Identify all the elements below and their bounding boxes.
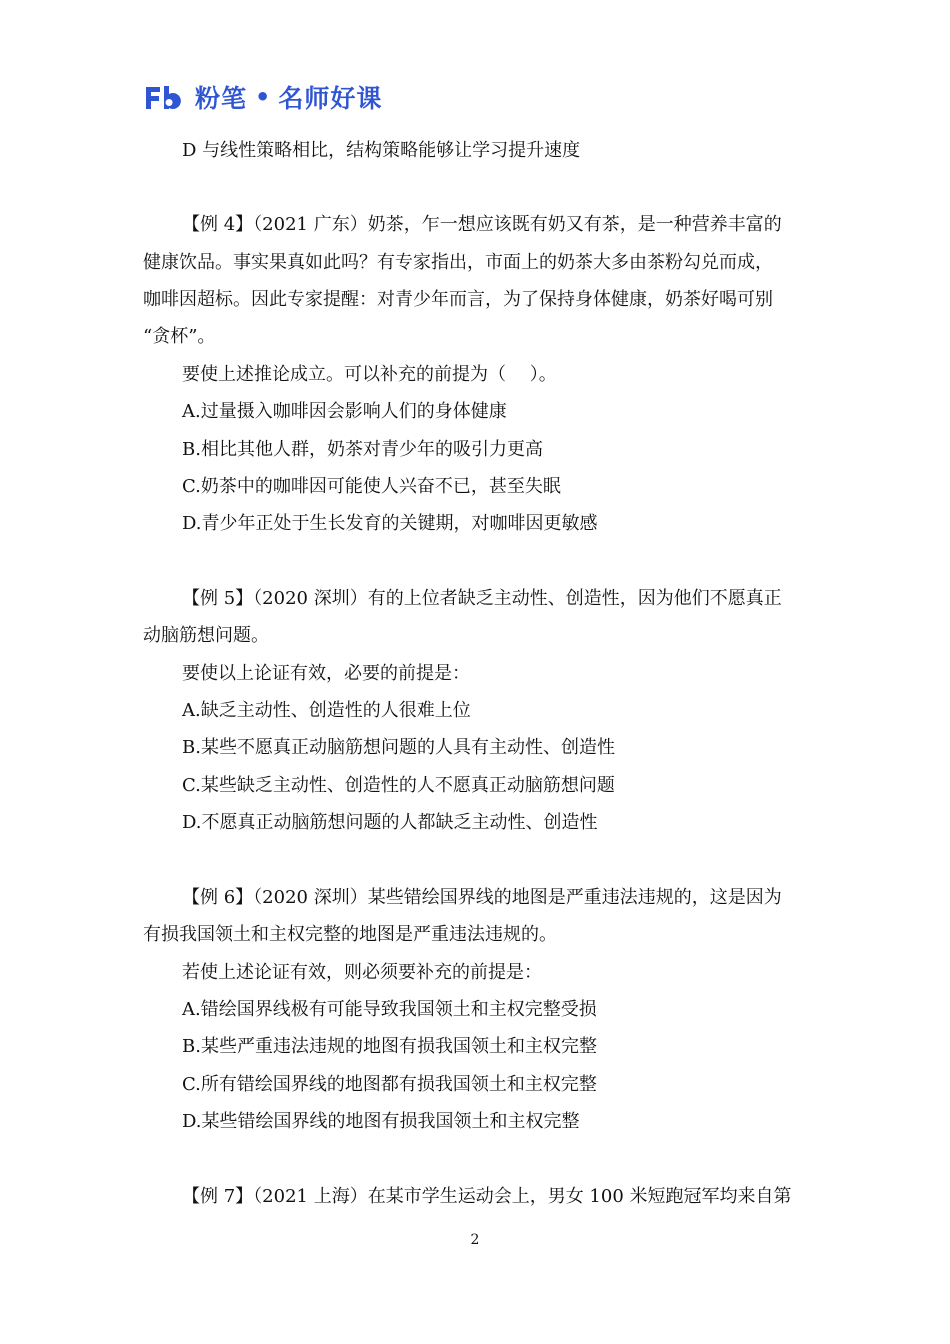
example-4-text-line: “贪杯”。	[143, 326, 216, 347]
example-6-question: 若使上述论证有效，则必须要补充的前提是：	[182, 962, 542, 983]
example-5-heading: 【例 5】（2020 深圳）有的上位者缺乏主动性、创造性，因为他们不愿真正	[182, 588, 782, 609]
example-5-option-b: B.某些不愿真正动脑筋想问题的人具有主动性、创造性	[182, 737, 615, 758]
brand-separator: •	[255, 83, 271, 111]
example-4-heading: 【例 4】（2021 广东）奶茶，乍一想应该既有奶又有茶，是一种营养丰富的	[182, 214, 782, 235]
example-5-question: 要使以上论证有效，必要的前提是：	[182, 663, 470, 684]
example-4-option-c: C.奶茶中的咖啡因可能使人兴奋不已，甚至失眠	[182, 476, 561, 497]
example-4-option-a: A.过量摄入咖啡因会影响人们的身体健康	[182, 401, 507, 422]
example-6-option-a: A.错绘国界线极有可能导致我国领土和主权完整受损	[182, 999, 597, 1020]
example-4-question: 要使上述推论成立。可以补充的前提为（ ）。	[182, 364, 557, 385]
example-6-text-line: 有损我国领土和主权完整的地图是严重违法违规的。	[143, 924, 557, 945]
example-6-option-b: B.某些严重违法违规的地图有损我国领土和主权完整	[182, 1036, 597, 1057]
example-4-option-b: B.相比其他人群，奶茶对青少年的吸引力更高	[182, 439, 543, 460]
header-logo	[143, 80, 382, 114]
example-6-option-c: C.所有错绘国界线的地图都有损我国领土和主权完整	[182, 1074, 597, 1095]
option-d-continued: D 与线性策略相比，结构策略能够让学习提升速度	[182, 140, 581, 161]
brand-slogan: 名师好课	[278, 84, 383, 113]
example-4-text-line: 健康饮品。事实果真如此吗？有专家指出，市面上的奶茶大多由茶粉勾兑而成，	[143, 252, 773, 273]
example-7-heading: 【例 7】（2021 上海）在某市学生运动会上，男女 100 米短跑冠军均来自第	[182, 1186, 792, 1207]
example-5-option-d: D.不愿真正动脑筋想问题的人都缺乏主动性、创造性	[182, 812, 598, 833]
brand-name: 粉笔	[195, 84, 248, 113]
example-4-text-line: 咖啡因超标。因此专家提醒：对青少年而言，为了保持身体健康，奶茶好喝可别	[143, 289, 773, 310]
example-6-heading: 【例 6】（2020 深圳）某些错绘国界线的地图是严重违法违规的，这是因为	[182, 887, 782, 908]
example-5-option-a: A.缺乏主动性、创造性的人很难上位	[182, 700, 471, 721]
example-5-text-line: 动脑筋想问题。	[143, 625, 269, 646]
page-number: 2	[470, 1232, 480, 1248]
fb-logo-icon	[143, 82, 189, 112]
example-5-option-c: C.某些缺乏主动性、创造性的人不愿真正动脑筋想问题	[182, 775, 615, 796]
example-6-option-d: D.某些错绘国界线的地图有损我国领土和主权完整	[182, 1111, 580, 1132]
example-4-option-d: D.青少年正处于生长发育的关键期，对咖啡因更敏感	[182, 513, 598, 534]
